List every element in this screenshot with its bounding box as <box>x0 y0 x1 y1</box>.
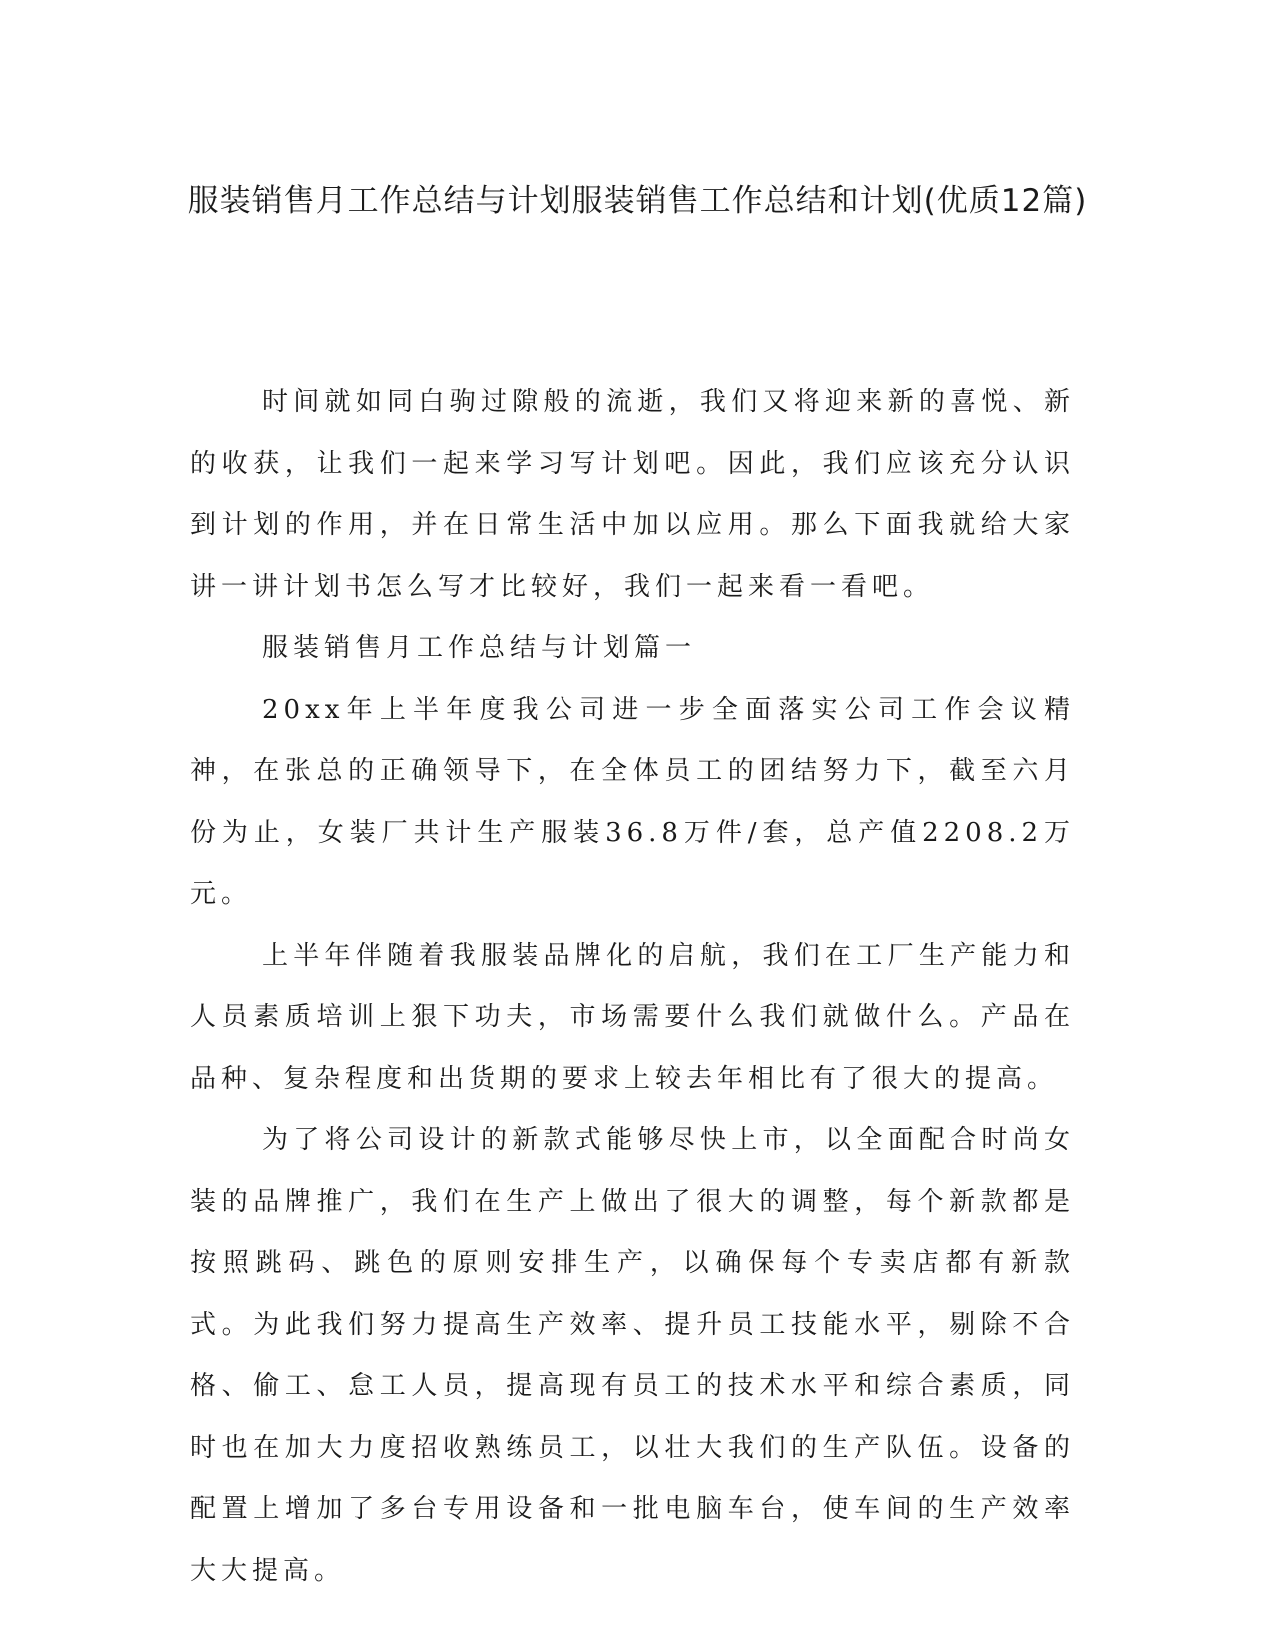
document-title: 服装销售月工作总结与计划服装销售工作总结和计划(优质12篇) <box>187 183 1088 219</box>
document-body <box>190 372 1075 1602</box>
body-paragraph: 上半年伴随着我服装品牌化的启航，我们在工厂生产能力和人员素质培训上狠下功夫，市场需要什么我们就做什么。产品在品种、复杂程度和出货期的要求上较去年相比有了很大的提高。 <box>190 940 1075 1094</box>
body-paragraph: 为了将公司设计的新款式能够尽快上市，以全面配合时尚女装的品牌推广，我们在生产上做出了很大的调整，每个新款都是按照跳码、跳色的原则安排生产，以确保每个专卖店都有新款式。为此我们努力提高生产效率、提升员工技能水平，剔除不合格、偷工、怠工人员，提高现有员工的技术水平和综合素质，同时也在加大力度招收熟练员工，以壮大我们的生产队伍。设备的配置上增加了多台专用设备和一批电脑车台，使车间的生产效率大大提高。 <box>190 1125 1075 1586</box>
body-paragraph: 20xx年上半年度我公司进一步全面落实公司工作会议精神，在张总的正确领导下，在全体员工的团结努力下，截至六月份为止，女装厂共计生产服装36.8万件/套，总产值2208.2万元。 <box>190 694 1075 909</box>
section-heading: 服装销售月工作总结与计划篇一 <box>262 633 697 663</box>
intro-paragraph: 时间就如同白驹过隙般的流逝，我们又将迎来新的喜悦、新的收获，让我们一起来学习写计划吧。因此，我们应该充分认识到计划的作用，并在日常生活中加以应用。那么下面我就给大家讲一讲计划书怎么写才比较好，我们一起来看一看吧。 <box>190 387 1075 602</box>
